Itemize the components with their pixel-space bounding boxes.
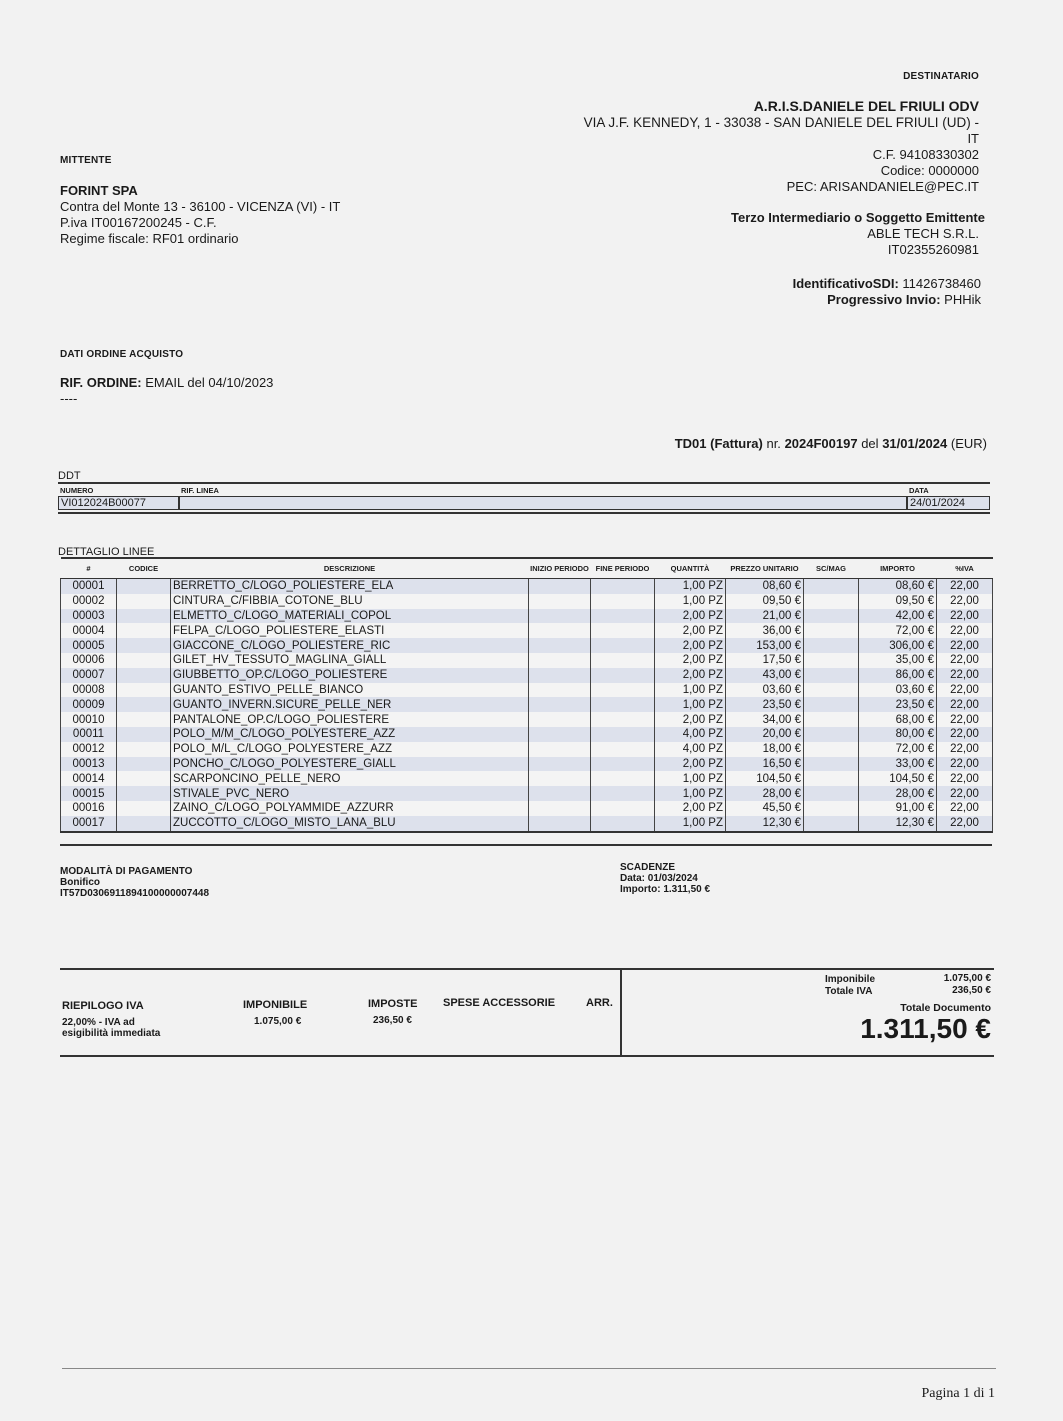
line-descrizione: GIACCONE_C/LOGO_POLIESTERE_RIC xyxy=(171,638,529,653)
line-fine xyxy=(591,801,655,816)
totals-iva-value: 236,50 € xyxy=(952,985,991,996)
line-prezzo: 09,50 € xyxy=(726,594,804,609)
line-importo: 86,00 € xyxy=(859,668,937,683)
summary-heading: RIEPILOGO IVA xyxy=(62,1000,144,1012)
line-codice xyxy=(117,683,171,698)
totals-iva-label: Totale IVA xyxy=(825,986,873,997)
sender-heading: MITTENTE xyxy=(60,155,112,166)
intermediary-vat: IT02355260981 xyxy=(887,242,979,257)
sender-vat: P.iva IT00167200245 - C.F. xyxy=(60,215,217,230)
line-prezzo: 34,00 € xyxy=(726,712,804,727)
table-row xyxy=(61,712,993,727)
ddt-col-data: DATA xyxy=(909,486,929,495)
line-quantita: 2,00 PZ xyxy=(655,609,726,624)
payment-block xyxy=(60,866,209,899)
line-iva: 22,00 xyxy=(937,668,993,683)
table-row xyxy=(61,668,993,683)
line-number: 00014 xyxy=(61,771,117,786)
line-codice xyxy=(117,727,171,742)
line-importo: 09,50 € xyxy=(859,594,937,609)
line-iva: 22,00 xyxy=(937,757,993,772)
table-row xyxy=(61,801,993,816)
lines-col-codice: CODICE xyxy=(117,558,171,579)
invoice-number: 2024F00197 xyxy=(784,436,858,451)
recipient-address-line2: IT xyxy=(967,131,979,146)
line-fine xyxy=(591,638,655,653)
line-importo: 28,00 € xyxy=(859,786,937,801)
ddt-data: 24/01/2024 xyxy=(907,496,990,510)
ddt-numero: VI012024B00077 xyxy=(58,496,179,510)
line-scmag xyxy=(804,727,859,742)
line-iva: 22,00 xyxy=(937,742,993,757)
line-importo: 08,60 € xyxy=(859,579,937,594)
line-descrizione: POLO_M/L_C/LOGO_POLYESTERE_AZZ xyxy=(171,742,529,757)
line-descrizione: ELMETTO_C/LOGO_MATERIALI_COPOL xyxy=(171,609,529,624)
line-fine xyxy=(591,668,655,683)
line-codice xyxy=(117,742,171,757)
line-prezzo: 17,50 € xyxy=(726,653,804,668)
intermediary-label: Terzo Intermediario o Soggetto Emittente xyxy=(730,210,985,225)
summary-rate-line1: 22,00% - IVA ad xyxy=(62,1017,135,1028)
line-inizio xyxy=(529,653,591,668)
line-descrizione: FELPA_C/LOGO_POLIESTERE_ELASTI xyxy=(171,623,529,638)
line-iva: 22,00 xyxy=(937,579,993,594)
line-fine xyxy=(591,653,655,668)
line-descrizione: SCARPONCINO_PELLE_NERO xyxy=(171,771,529,786)
line-descrizione: STIVALE_PVC_NERO xyxy=(171,786,529,801)
line-prezzo: 153,00 € xyxy=(726,638,804,653)
sdi-label: IdentificativoSDI: xyxy=(792,276,899,291)
line-scmag xyxy=(804,609,859,624)
line-quantita: 2,00 PZ xyxy=(655,668,726,683)
table-row xyxy=(61,653,993,668)
lines-col-descrizione: DESCRIZIONE xyxy=(171,558,529,579)
line-descrizione: CINTURA_C/FIBBIA_COTONE_BLU xyxy=(171,594,529,609)
lines-heading: DETTAGLIO LINEE xyxy=(58,546,155,558)
table-row xyxy=(61,579,993,594)
line-iva: 22,00 xyxy=(937,653,993,668)
line-number: 00009 xyxy=(61,697,117,712)
line-importo: 104,50 € xyxy=(859,771,937,786)
ddt-heading: DDT xyxy=(58,470,81,482)
line-importo: 80,00 € xyxy=(859,727,937,742)
line-fine xyxy=(591,579,655,594)
line-descrizione: GUANTO_ESTIVO_PELLE_BIANCO xyxy=(171,683,529,698)
line-quantita: 2,00 PZ xyxy=(655,757,726,772)
line-inizio xyxy=(529,668,591,683)
line-quantita: 4,00 PZ xyxy=(655,742,726,757)
line-fine xyxy=(591,594,655,609)
invoice-type: TD01 (Fattura) xyxy=(674,436,763,451)
table-row xyxy=(61,816,993,832)
line-scmag xyxy=(804,742,859,757)
line-importo: 91,00 € xyxy=(859,801,937,816)
line-importo: 03,60 € xyxy=(859,683,937,698)
line-number: 00005 xyxy=(61,638,117,653)
line-prezzo: 03,60 € xyxy=(726,683,804,698)
line-codice xyxy=(117,623,171,638)
line-importo: 72,00 € xyxy=(859,742,937,757)
sender-regime: Regime fiscale: RF01 ordinario xyxy=(60,231,239,246)
payment-method: Bonifico xyxy=(60,877,100,888)
due-amount: Importo: 1.311,50 € xyxy=(620,884,711,895)
line-descrizione: GILET_HV_TESSUTO_MAGLINA_GIALL xyxy=(171,653,529,668)
line-inizio xyxy=(529,638,591,653)
lines-col-iva: %IVA xyxy=(937,558,993,579)
line-quantita: 1,00 PZ xyxy=(655,683,726,698)
line-inizio xyxy=(529,579,591,594)
totals-imponibile-label: Imponibile xyxy=(825,974,875,985)
totals-imponibile-value: 1.075,00 € xyxy=(943,973,991,984)
line-codice xyxy=(117,594,171,609)
line-codice xyxy=(117,801,171,816)
line-fine xyxy=(591,727,655,742)
line-iva: 22,00 xyxy=(937,609,993,624)
line-importo: 306,00 € xyxy=(859,638,937,653)
line-iva: 22,00 xyxy=(937,683,993,698)
line-number: 00013 xyxy=(61,757,117,772)
summary-top-line xyxy=(60,968,994,970)
line-inizio xyxy=(529,786,591,801)
invoice-title xyxy=(487,436,987,452)
line-fine xyxy=(591,771,655,786)
summary-col-imposte: IMPOSTE xyxy=(368,998,418,1010)
order-rif-value: EMAIL del 04/10/2023 xyxy=(145,375,274,390)
summary-col-spese: SPESE ACCESSORIE xyxy=(443,997,556,1009)
table-row xyxy=(61,771,993,786)
sdi-value: 11426738460 xyxy=(902,276,981,291)
recipient-pec: PEC: ARISANDANIELE@PEC.IT xyxy=(786,179,979,194)
recipient-codice: Codice: 0000000 xyxy=(880,163,979,178)
line-prezzo: 12,30 € xyxy=(726,816,804,832)
line-inizio xyxy=(529,727,591,742)
line-scmag xyxy=(804,623,859,638)
due-block xyxy=(620,862,710,895)
line-quantita: 1,00 PZ xyxy=(655,594,726,609)
summary-bottom-line xyxy=(60,1055,994,1057)
line-codice xyxy=(117,697,171,712)
table-row xyxy=(61,757,993,772)
line-descrizione: ZAINO_C/LOGO_POLYAMMIDE_AZZURR xyxy=(171,801,529,816)
invoice-date: 31/01/2024 xyxy=(882,436,948,451)
line-number: 00011 xyxy=(61,727,117,742)
line-number: 00007 xyxy=(61,668,117,683)
line-prezzo: 16,50 € xyxy=(726,757,804,772)
line-quantita: 2,00 PZ xyxy=(655,653,726,668)
sender-name: FORINT SPA xyxy=(60,183,138,198)
ddt-table xyxy=(58,482,990,514)
line-number: 00002 xyxy=(61,594,117,609)
line-codice xyxy=(117,757,171,772)
progressivo-label: Progressivo Invio: xyxy=(827,292,941,307)
line-codice xyxy=(117,638,171,653)
lines-col-importo: IMPORTO xyxy=(859,558,937,579)
line-number: 00003 xyxy=(61,609,117,624)
line-inizio xyxy=(529,771,591,786)
line-codice xyxy=(117,786,171,801)
line-fine xyxy=(591,697,655,712)
page-number: Pagina 1 di 1 xyxy=(921,1386,995,1401)
due-heading: SCADENZE xyxy=(620,862,676,873)
payment-iban: IT57D0306911894100000007448 xyxy=(60,888,210,899)
line-scmag xyxy=(804,771,859,786)
line-quantita: 2,00 PZ xyxy=(655,801,726,816)
line-descrizione: POLO_M/M_C/LOGO_POLYESTERE_AZZ xyxy=(171,727,529,742)
line-scmag xyxy=(804,757,859,772)
table-row xyxy=(61,594,993,609)
payment-heading: MODALITÀ DI PAGAMENTO xyxy=(60,866,193,877)
recipient-heading: DESTINATARIO xyxy=(903,71,979,82)
line-descrizione: GIUBBETTO_OP.C/LOGO_POLIESTERE xyxy=(171,668,529,683)
line-inizio xyxy=(529,816,591,832)
totals-labels xyxy=(825,974,875,998)
line-codice xyxy=(117,579,171,594)
sender-address: Contra del Monte 13 - 36100 - VICENZA (VI) - IT xyxy=(60,199,341,214)
recipient-name: A.R.I.S.DANIELE DEL FRIULI ODV xyxy=(753,98,979,114)
line-codice xyxy=(117,653,171,668)
order-heading: DATI ORDINE ACQUISTO xyxy=(60,349,184,360)
line-quantita: 2,00 PZ xyxy=(655,712,726,727)
line-iva: 22,00 xyxy=(937,816,993,832)
line-descrizione: PONCHO_C/LOGO_POLYESTERE_GIALL xyxy=(171,757,529,772)
line-prezzo: 18,00 € xyxy=(726,742,804,757)
line-quantita: 1,00 PZ xyxy=(655,579,726,594)
line-descrizione: GUANTO_INVERN.SICURE_PELLE_NER xyxy=(171,697,529,712)
line-prezzo: 43,00 € xyxy=(726,668,804,683)
lines-table xyxy=(60,557,993,833)
line-fine xyxy=(591,683,655,698)
line-number: 00010 xyxy=(61,712,117,727)
line-inizio xyxy=(529,757,591,772)
line-quantita: 1,00 PZ xyxy=(655,786,726,801)
lines-col-number: # xyxy=(61,558,117,579)
table-row xyxy=(61,609,993,624)
recipient-block xyxy=(459,98,979,195)
line-scmag xyxy=(804,683,859,698)
line-prezzo: 21,00 € xyxy=(726,609,804,624)
ddt-col-rif: RIF. LINEA xyxy=(181,486,219,495)
intermediary-name: ABLE TECH S.R.L. xyxy=(867,226,979,241)
due-date: Data: 01/03/2024 xyxy=(620,873,698,884)
summary-imposte-value: 236,50 € xyxy=(373,1015,412,1026)
table-row xyxy=(61,623,993,638)
line-scmag xyxy=(804,697,859,712)
line-iva: 22,00 xyxy=(937,801,993,816)
sdi-block xyxy=(561,276,981,308)
recipient-cf: C.F. 94108330302 xyxy=(872,147,979,162)
lines-col-quantita: QUANTITÀ xyxy=(655,558,726,579)
line-iva: 22,00 xyxy=(937,771,993,786)
line-number: 00012 xyxy=(61,742,117,757)
invoice-nr-label: nr. xyxy=(766,436,781,451)
line-number: 00004 xyxy=(61,623,117,638)
line-scmag xyxy=(804,712,859,727)
progressivo-value: PHHik xyxy=(944,292,981,307)
line-iva: 22,00 xyxy=(937,594,993,609)
recipient-address-line1: VIA J.F. KENNEDY, 1 - 33038 - SAN DANIELE DEL FRIULI (UD) - xyxy=(583,115,979,130)
line-number: 00016 xyxy=(61,801,117,816)
lines-col-sc-mag: SC/MAG xyxy=(804,558,859,579)
line-number: 00015 xyxy=(61,786,117,801)
totals-doc-label: Totale Documento xyxy=(900,1002,991,1014)
sender-block xyxy=(60,183,480,247)
line-prezzo: 36,00 € xyxy=(726,623,804,638)
line-importo: 12,30 € xyxy=(859,816,937,832)
line-prezzo: 104,50 € xyxy=(726,771,804,786)
divider xyxy=(60,844,992,846)
summary-imponibile-value: 1.075,00 € xyxy=(254,1016,302,1027)
line-quantita: 2,00 PZ xyxy=(655,638,726,653)
line-prezzo: 20,00 € xyxy=(726,727,804,742)
line-iva: 22,00 xyxy=(937,638,993,653)
line-importo: 72,00 € xyxy=(859,623,937,638)
line-fine xyxy=(591,816,655,832)
line-importo: 33,00 € xyxy=(859,757,937,772)
line-descrizione: PANTALONE_OP.C/LOGO_POLIESTERE xyxy=(171,712,529,727)
lines-col-prezzo-unitario: PREZZO UNITARIO xyxy=(726,558,804,579)
line-scmag xyxy=(804,816,859,832)
line-scmag xyxy=(804,594,859,609)
line-inizio xyxy=(529,623,591,638)
line-iva: 22,00 xyxy=(937,727,993,742)
line-inizio xyxy=(529,683,591,698)
table-row xyxy=(61,727,993,742)
intermediary-block xyxy=(465,210,985,258)
table-row xyxy=(61,683,993,698)
order-dashes: ---- xyxy=(60,391,78,406)
table-row xyxy=(61,786,993,801)
line-number: 00008 xyxy=(61,683,117,698)
line-importo: 68,00 € xyxy=(859,712,937,727)
line-codice xyxy=(117,771,171,786)
line-number: 00006 xyxy=(61,653,117,668)
line-descrizione: ZUCCOTTO_C/LOGO_MISTO_LANA_BLU xyxy=(171,816,529,832)
order-rif xyxy=(60,375,273,391)
line-fine xyxy=(591,742,655,757)
line-scmag xyxy=(804,801,859,816)
summary-rate xyxy=(62,1017,160,1039)
table-row xyxy=(61,697,993,712)
totals-doc-value: 1.311,50 € xyxy=(860,1013,991,1044)
line-quantita: 1,00 PZ xyxy=(655,771,726,786)
ddt-rif xyxy=(179,496,907,510)
line-scmag xyxy=(804,653,859,668)
line-fine xyxy=(591,786,655,801)
line-importo: 35,00 € xyxy=(859,653,937,668)
order-rif-label: RIF. ORDINE: xyxy=(60,375,142,390)
line-fine xyxy=(591,623,655,638)
line-codice xyxy=(117,668,171,683)
table-row xyxy=(61,742,993,757)
summary-col-imponibile: IMPONIBILE xyxy=(243,999,308,1011)
ddt-col-numero: NUMERO xyxy=(60,486,94,495)
line-quantita: 2,00 PZ xyxy=(655,623,726,638)
summary-divider xyxy=(620,968,622,1056)
invoice-date-label: del xyxy=(861,436,879,451)
invoice-currency: (EUR) xyxy=(950,436,987,451)
summary-rate-line2: esigibilità immediata xyxy=(62,1028,161,1039)
lines-header-row xyxy=(61,558,993,579)
line-inizio xyxy=(529,594,591,609)
line-prezzo: 45,50 € xyxy=(726,801,804,816)
line-quantita: 1,00 PZ xyxy=(655,816,726,832)
line-prezzo: 23,50 € xyxy=(726,697,804,712)
line-importo: 42,00 € xyxy=(859,609,937,624)
line-inizio xyxy=(529,609,591,624)
line-codice xyxy=(117,609,171,624)
line-inizio xyxy=(529,742,591,757)
line-quantita: 4,00 PZ xyxy=(655,727,726,742)
line-number: 00017 xyxy=(61,816,117,832)
line-inizio xyxy=(529,697,591,712)
line-fine xyxy=(591,609,655,624)
line-prezzo: 28,00 € xyxy=(726,786,804,801)
line-number: 00001 xyxy=(61,579,117,594)
lines-col-inizio-periodo: INIZIO PERIODO xyxy=(529,558,591,579)
line-quantita: 1,00 PZ xyxy=(655,697,726,712)
line-iva: 22,00 xyxy=(937,697,993,712)
line-fine xyxy=(591,757,655,772)
table-row xyxy=(61,638,993,653)
line-iva: 22,00 xyxy=(937,786,993,801)
line-inizio xyxy=(529,712,591,727)
line-scmag xyxy=(804,579,859,594)
lines-col-fine-periodo: FINE PERIODO xyxy=(591,558,655,579)
line-iva: 22,00 xyxy=(937,712,993,727)
line-scmag xyxy=(804,668,859,683)
totals-values xyxy=(944,973,991,997)
line-importo: 23,50 € xyxy=(859,697,937,712)
line-codice xyxy=(117,816,171,832)
line-iva: 22,00 xyxy=(937,623,993,638)
line-inizio xyxy=(529,801,591,816)
summary-col-arr: ARR. xyxy=(586,997,613,1009)
line-fine xyxy=(591,712,655,727)
line-prezzo: 08,60 € xyxy=(726,579,804,594)
line-descrizione: BERRETTO_C/LOGO_POLIESTERE_ELA xyxy=(171,579,529,594)
footer-line xyxy=(62,1368,996,1369)
line-codice xyxy=(117,712,171,727)
line-scmag xyxy=(804,786,859,801)
line-scmag xyxy=(804,638,859,653)
